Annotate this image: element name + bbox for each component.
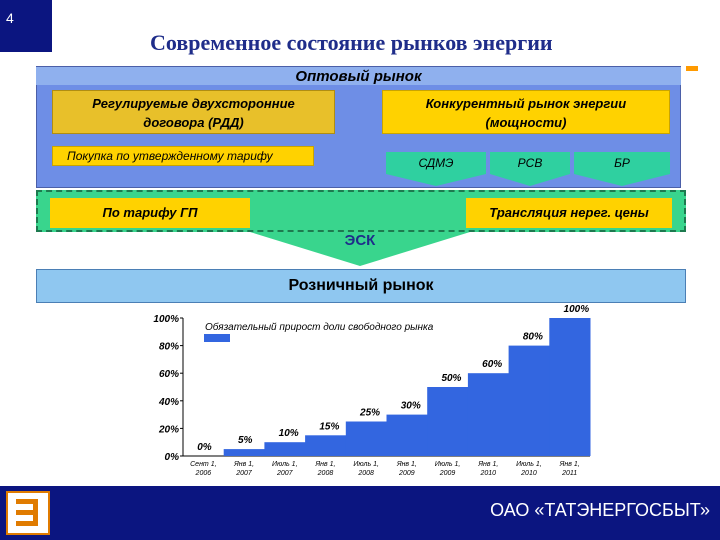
y-tick-label: 20%: [158, 424, 179, 436]
step-bar: [305, 435, 346, 456]
y-tick-label: 100%: [153, 314, 179, 325]
esk-label: ЭСК: [344, 232, 376, 249]
step-bar: [264, 442, 305, 456]
sdme-label: СДМЭ: [386, 152, 486, 174]
br-label: БР: [574, 152, 670, 174]
x-tick-label: Сент 1,: [190, 461, 217, 468]
chart-title: Обязательный прирост доли свободного рынка: [205, 322, 434, 333]
y-tick-label: 80%: [158, 341, 179, 353]
retail-market-bar: Розничный рынок: [36, 269, 686, 303]
value-label: 50%: [441, 373, 462, 384]
value-label: 15%: [319, 421, 340, 433]
company-name: ОАО «ТАТЭНЕРГОСБЫТ»: [490, 500, 710, 520]
step-bar: [427, 387, 468, 456]
rdd-line1: Регулируемые двухсторонние: [92, 96, 295, 111]
x-tick-label-year: 2008: [317, 470, 334, 477]
x-tick-label-year: 2007: [276, 470, 293, 477]
value-label: 0%: [197, 442, 212, 453]
value-label: 60%: [482, 359, 503, 371]
competitive-line2: (мощности): [485, 115, 567, 130]
slide-title: Современное состояние рынков энергии: [150, 30, 553, 55]
wholesale-market-label: Оптовый рынок: [295, 68, 422, 85]
value-label: 25%: [360, 407, 381, 419]
step-bar: [346, 422, 387, 457]
step-bar: [468, 373, 509, 456]
value-label: 10%: [278, 428, 299, 440]
sdme-arrow: [386, 174, 486, 186]
step-bar: [387, 415, 428, 456]
gp-tariff-box: По тарифу ГП: [50, 198, 250, 228]
x-tick-label-year: 2010: [521, 470, 537, 477]
x-tick-label-year: 2011: [562, 470, 578, 477]
step-bar: [224, 449, 265, 456]
x-tick-label: Янв 1,: [478, 461, 499, 468]
x-tick-label: Июль 1,: [516, 461, 542, 468]
rsv-arrow: [490, 174, 570, 186]
step-bar: [549, 318, 590, 456]
x-tick-label: Янв 1,: [315, 461, 336, 468]
rdd-line2: договора (РДД): [143, 115, 244, 130]
y-tick-label: 40%: [158, 396, 179, 408]
x-tick-label: Янв 1,: [559, 461, 580, 468]
rsv-label: РСВ: [490, 152, 570, 174]
value-label: 100%: [563, 304, 590, 315]
logo-icon: [8, 493, 48, 533]
legend-swatch: [204, 334, 230, 342]
x-tick-label-year: 2008: [358, 470, 374, 477]
slide-number: 4: [0, 0, 52, 52]
x-tick-label-year: 2009: [399, 470, 415, 477]
x-tick-label: Июль 1,: [353, 461, 379, 468]
x-tick-label-year: 2006: [195, 470, 212, 477]
y-tick-label: 0%: [164, 452, 179, 463]
y-tick-label: 60%: [158, 369, 179, 381]
x-tick-label: Июль 1,: [271, 461, 298, 468]
x-tick-label: Янв 1,: [234, 461, 255, 468]
x-tick-label-year: 2009: [439, 470, 456, 477]
purchase-tariff-label: Покупка по утвержденному тарифу: [52, 146, 314, 166]
value-label: 30%: [400, 400, 421, 412]
value-label: 80%: [522, 331, 543, 343]
price-translation-box: Трансляция нерег. цены: [466, 198, 672, 228]
value-label: 5%: [237, 435, 253, 447]
company-logo: [6, 491, 50, 535]
free-market-share-chart: [0, 300, 720, 486]
br-arrow: [574, 174, 670, 186]
x-tick-label-year: 2007: [236, 470, 252, 477]
x-tick-label: Янв 1,: [396, 461, 417, 468]
x-tick-label-year: 2010: [480, 470, 497, 477]
competitive-line1: Конкурентный рынок энергии: [425, 96, 627, 111]
x-tick-label: Июль 1,: [434, 461, 461, 468]
step-bar: [509, 346, 550, 456]
